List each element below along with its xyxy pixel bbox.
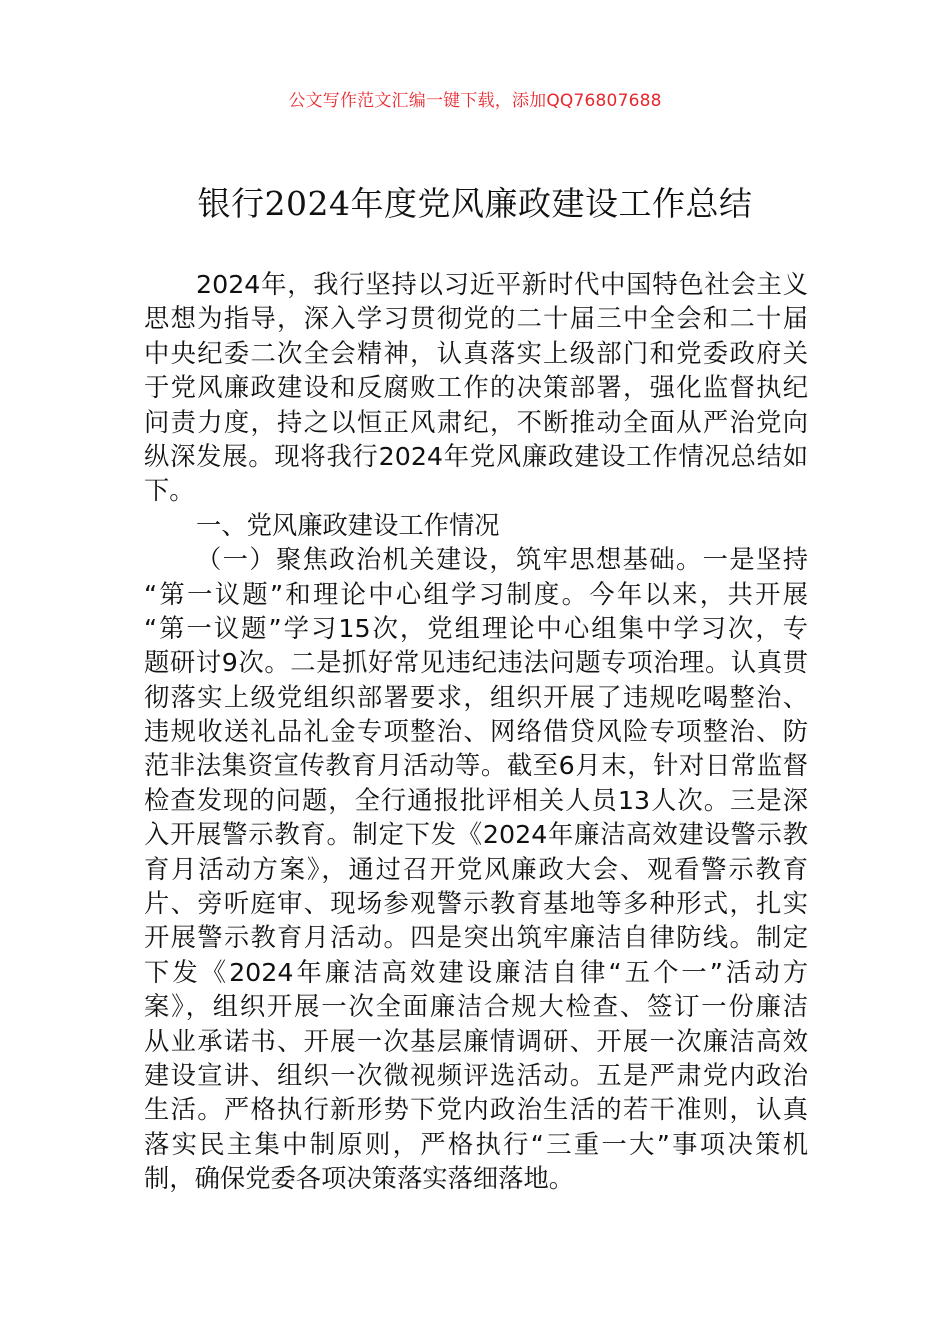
section1-paragraph-line: 下发《2024年廉洁高效建设廉洁自律“五个一”活动方 (144, 957, 808, 987)
section1-paragraph-line: 建设宣讲、组织一次微视频评选活动。五是严肃党内政治 (144, 1060, 808, 1090)
section1-paragraph-line: 制，确保党委各项决策落实落细落地。 (144, 1164, 575, 1194)
section1-paragraph-line: “第一议题”学习15次，党组理论中心组集中学习次，专 (144, 613, 808, 643)
section1-paragraph-line: 生活。严格执行新形势下党内政治生活的若干准则，认真 (144, 1095, 808, 1125)
intro-paragraph-line: 2024年，我行坚持以习近平新时代中国特色社会主义 (196, 270, 808, 299)
section1-paragraph-line: 检查发现的问题，全行通报批评相关人员13人次。三是深 (144, 785, 808, 815)
section1-paragraph-line: 片、旁听庭审、现场参观警示教育基地等多种形式，扎实 (144, 889, 808, 919)
section1-paragraph-line: 案》，组织开展一次全面廉洁合规大检查、签订一份廉洁 (144, 992, 808, 1022)
section1-paragraph-line: 违规收送礼品礼金专项整治、网络借贷风险专项整治、防 (144, 717, 808, 747)
section-heading: 一、党风廉政建设工作情况 (196, 510, 500, 540)
intro-paragraph-line: 纵深发展。现将我行2024年党风廉政建设工作情况总结如 (144, 441, 808, 471)
watermark-banner: 公文写作范文汇编一键下载，添加QQ76807688 (288, 91, 662, 111)
intro-paragraph-line: 下。 (144, 476, 195, 506)
document-body (144, 268, 808, 1197)
section1-paragraph-line: 范非法集资宣传教育月活动等。截至6月末，针对日常监督 (144, 751, 808, 781)
intro-paragraph-line: 问责力度，持之以恒正风肃纪，不断推动全面从严治党向 (144, 407, 808, 437)
document-title: 银行2024年度党风廉政建设工作总结 (197, 184, 753, 223)
section1-paragraph-line: 落实民主集中制原则，严格执行“三重一大”事项决策机 (144, 1129, 808, 1159)
section1-paragraph-line: 开展警示教育月活动。四是突出筑牢廉洁自律防线。制定 (144, 923, 808, 953)
section1-paragraph-line: 彻落实上级党组织部署要求，组织开展了违规吃喝整治、 (144, 682, 808, 712)
intro-paragraph-line: 中央纪委二次全会精神，认真落实上级部门和党委政府关 (144, 338, 808, 368)
section1-paragraph-line: 入开展警示教育。制定下发《2024年廉洁高效建设警示教 (144, 820, 808, 850)
section1-paragraph-line: 从业承诺书、开展一次基层廉情调研、开展一次廉洁高效 (144, 1026, 808, 1056)
section1-paragraph-line: “第一议题”和理论中心组学习制度。今年以来，共开展 (144, 579, 808, 609)
section1-paragraph-line: （一）聚焦政治机关建设，筑牢思想基础。一是坚持 (196, 545, 808, 575)
section1-paragraph-line: 育月活动方案》，通过召开党风廉政大会、观看警示教育 (144, 854, 808, 884)
section1-paragraph-line: 题研讨9次。二是抓好常见违纪违法问题专项治理。认真贯 (144, 648, 808, 678)
intro-paragraph-line: 于党风廉政建设和反腐败工作的决策部署，强化监督执纪 (144, 373, 808, 403)
intro-paragraph-line: 思想为指导，深入学习贯彻党的二十届三中全会和二十届 (144, 304, 808, 334)
